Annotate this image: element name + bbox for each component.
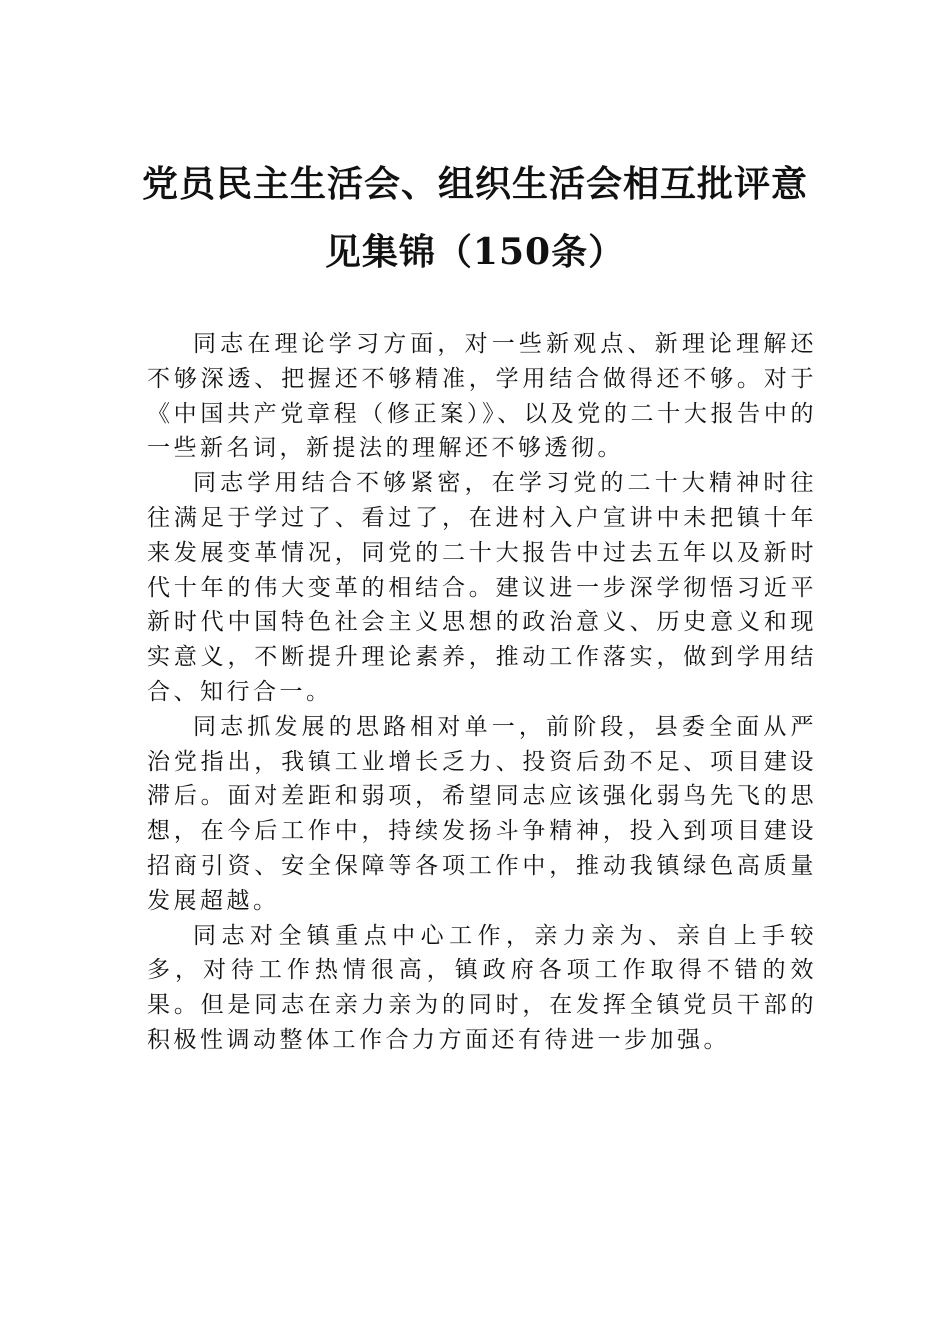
document-title-line-1: 党员民主生活会、组织生活会相互批评意 xyxy=(141,163,808,205)
document-title-line-2: 见集锦（150条） xyxy=(324,231,626,273)
paragraph-4: 同志对全镇重点中心工作，亲力亲为、亲自上手较多，对待工作热情很高，镇政府各项工作取得不错的效果。但是同志在亲力亲为的同时，在发挥全镇党员干部的积极性调动整体工作合力方面还有待进一步加强。 xyxy=(147,922,817,1053)
paragraph-1: 同志在理论学习方面，对一些新观点、新理论理解还不够深透、把握还不够精准，学用结合做得还不够。对于《中国共产党章程（修正案）》、以及党的二十大报告中的一些新名词，新提法的理解还不够透彻。 xyxy=(147,331,817,462)
paragraph-3: 同志抓发展的思路相对单一，前阶段，县委全面从严治党指出，我镇工业增长乏力、投资后劲不足、项目建设滞后。面对差距和弱项，希望同志应该强化弱鸟先飞的思想，在今后工作中，持续发扬斗争精神，投入到项目建设招商引资、安全保障等各项工作中，推动我镇绿色高质量发展超越。 xyxy=(147,713,817,914)
paragraph-2: 同志学用结合不够紧密，在学习党的二十大精神时往往满足于学过了、看过了，在进村入户宣讲中未把镇十年来发展变革情况，同党的二十大报告中过去五年以及新时代十年的伟大变革的相结合。建议进一步深学彻悟习近平新时代中国特色社会主义思想的政治意义、历史意义和现实意义，不断提升理论素养，推动工作落实，做到学用结合、知行合一。 xyxy=(147,470,817,705)
document-body xyxy=(147,327,817,1058)
